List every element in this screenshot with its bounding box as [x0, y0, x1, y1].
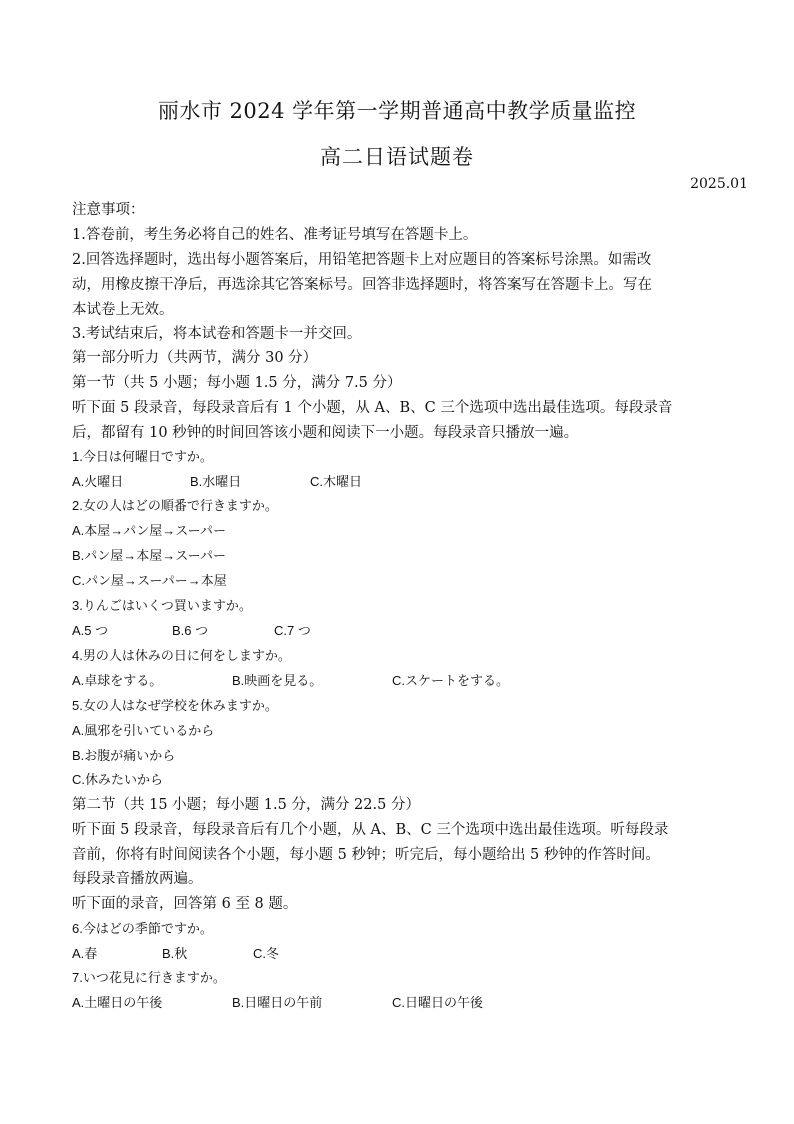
question-4-option-a: A.卓球をする。 [72, 673, 163, 688]
question-6-option-b: B.秋 [162, 946, 188, 961]
question-1-option-c: C.木曜日 [310, 474, 363, 489]
question-7-option-b: B.日曜日の午前 [232, 995, 323, 1010]
question-7-option-a: A.土曜日の午後 [72, 995, 163, 1010]
section2-instruction-line-1: 听下面 5 段录音，每段录音后有几个小题，从 A、B、C 三个选项中选出最佳选项。听每段录 [72, 822, 669, 838]
question-6-stem: 6.今はどの季節ですか。 [72, 921, 213, 936]
question-2-option-b: B.パン屋→本屋→スーパー [72, 548, 226, 563]
page-title: 丽水市 2024 学年第一学期普通高中教学质量监控 [157, 99, 637, 123]
question-3-option-a: A.5 つ [72, 623, 109, 638]
question-7-option-c: C.日曜日の午後 [392, 995, 484, 1010]
question-3-option-b: B.6 つ [172, 623, 209, 638]
section2-heading: 第二节（共 15 小题；每小题 1.5 分，满分 22.5 分） [72, 797, 420, 813]
question-3-stem: 3.りんごはいくつ買いますか。 [72, 598, 252, 613]
page-subtitle: 高二日语试题卷 [320, 145, 474, 169]
section2-instruction-line-2: 音前，你将有时间阅读各个小题，每小题 5 秒钟；听完后，每小题给出 5 秒钟的作答时间。 [72, 847, 660, 863]
notice-item-3: 3.考试结束后，将本试卷和答题卡一并交回。 [72, 326, 362, 342]
section2-instruction-line-3: 每段录音播放两遍。 [72, 871, 203, 887]
section1-instruction-line-1: 听下面 5 段录音，每段录音后有 1 个小题，从 A、B、C 三个选项中选出最佳选项。每段录音 [72, 400, 673, 416]
question-2-option-a: A.本屋→パン屋→スーパー [72, 523, 226, 538]
question-2-option-c: C.パン屋→スーパー→本屋 [72, 573, 227, 588]
question-1-option-b: B.水曜日 [190, 474, 242, 489]
question-5-option-c: C.休みたいから [72, 772, 164, 787]
part1-heading: 第一部分听力（共两节，满分 30 分） [72, 350, 318, 366]
question-3-option-c: C.7 つ [274, 623, 311, 638]
notice-item-2-line-2: 动，用橡皮擦干净后，再选涂其它答案标号。回答非选择题时，将答案写在答题卡上。写在 [72, 277, 652, 293]
section1-instruction-line-2: 后，都留有 10 秒钟的时间回答该小题和阅读下一小题。每段录音只播放一遍。 [72, 425, 579, 441]
question-5-option-a: A.風邪を引いているから [72, 723, 215, 738]
section1-heading: 第一节（共 5 小题；每小题 1.5 分，满分 7.5 分） [72, 375, 402, 391]
exam-date: 2025.01 [690, 176, 748, 192]
notice-item-1: 1.答卷前，考生务必将自己的姓名、准考证号填写在答题卡上。 [72, 227, 478, 243]
question-5-option-b: B.お腹が痛いから [72, 748, 176, 763]
group-intro-6-8: 听下面的录音，回答第 6 至 8 题。 [72, 896, 298, 912]
question-6-option-a: A.春 [72, 946, 98, 961]
question-4-option-b: B.映画を見る。 [232, 673, 323, 688]
question-6-option-c: C.冬 [253, 946, 280, 961]
question-4-stem: 4.男の人は休みの日に何をしますか。 [72, 648, 291, 663]
notice-item-2-line-1: 2.回答选择题时，选出每小题答案后，用铅笔把答题卡上对应题目的答案标号涂黑。如需改 [72, 252, 652, 268]
notice-item-2-line-3: 本试卷上无效。 [72, 302, 174, 318]
question-7-stem: 7.いつ花見に行きますか。 [72, 970, 226, 985]
question-1-option-a: A.火曜日 [72, 474, 124, 489]
question-1-stem: 1.今日は何曜日ですか。 [72, 449, 213, 464]
question-2-stem: 2.女の人はどの順番で行きますか。 [72, 498, 278, 513]
question-5-stem: 5.女の人はなぜ学校を休みますか。 [72, 698, 278, 713]
question-4-option-c: C.スケートをする。 [392, 673, 510, 688]
notice-heading: 注意事项： [72, 202, 145, 218]
